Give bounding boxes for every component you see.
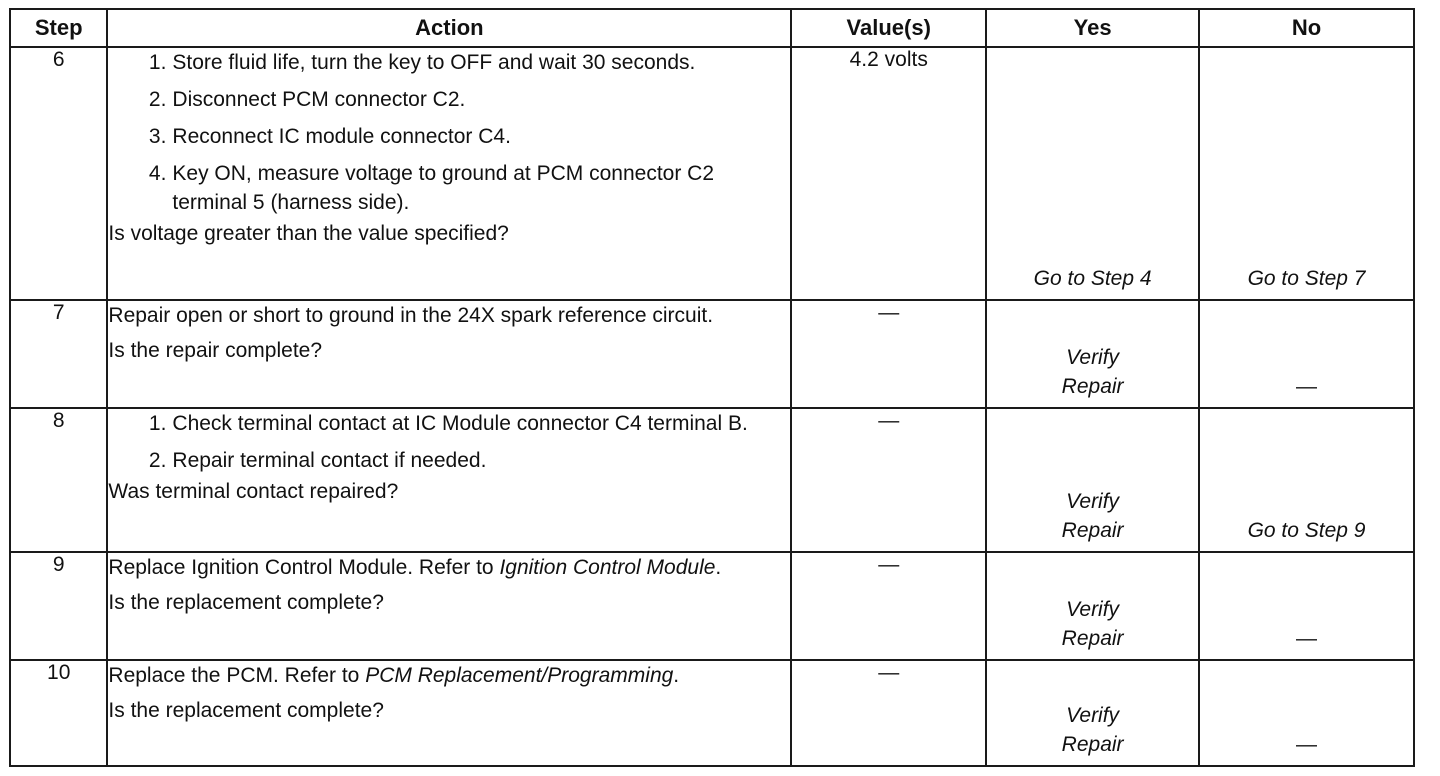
action-item: 3. Reconnect IC module connector C4. — [148, 125, 511, 148]
action-text: Repair open or short to ground in the 24X spark reference circuit. — [108, 304, 714, 327]
action-question: Is the repair complete? — [108, 339, 323, 362]
action-question: Is the replacement complete? — [108, 699, 384, 722]
value-cell: — — [791, 408, 986, 552]
action-cell — [107, 47, 791, 300]
value-cell: — — [791, 660, 986, 766]
yes-result: Verify Repair — [1061, 346, 1124, 398]
action-cell — [107, 300, 791, 408]
value-cell: — — [791, 552, 986, 660]
no-cell — [1199, 660, 1414, 766]
reference-link: Ignition Control Module — [499, 556, 716, 579]
table-row-step-6 — [10, 47, 1414, 300]
step-number: 7 — [10, 300, 107, 408]
action-item: 1. Check terminal contact at IC Module connector C4 terminal B. — [148, 412, 748, 435]
no-cell — [1199, 47, 1414, 300]
action-question: Is voltage greater than the value specified? — [108, 222, 509, 245]
no-result: Go to Step 9 — [1247, 519, 1366, 542]
action-item: 4. Key ON, measure voltage to ground at PCM connector C2 terminal 5 (harness side). — [148, 162, 715, 214]
action-list — [108, 409, 790, 475]
yes-result: Verify Repair — [1061, 598, 1124, 650]
action-cell — [107, 552, 791, 660]
action-item: 2. Repair terminal contact if needed. — [148, 449, 487, 472]
step-number: 10 — [10, 660, 107, 766]
table-row-step-10 — [10, 660, 1414, 766]
action-question: Was terminal contact repaired? — [108, 480, 399, 503]
step-number: 9 — [10, 552, 107, 660]
header-step: Step — [10, 9, 107, 47]
no-cell — [1199, 300, 1414, 408]
value-cell: 4.2 volts — [791, 47, 986, 300]
action-text: Replace the PCM. Refer to PCM Replacement/Programming. — [108, 664, 680, 687]
header-no: No — [1199, 9, 1414, 47]
table-row-step-8 — [10, 408, 1414, 552]
action-item: 1. Store fluid life, turn the key to OFF and wait 30 seconds. — [148, 51, 696, 74]
header-row — [10, 9, 1414, 47]
yes-result: Go to Step 4 — [1033, 267, 1152, 290]
step-number: 6 — [10, 47, 107, 300]
no-result: — — [1296, 375, 1318, 398]
table-row-step-7 — [10, 300, 1414, 408]
yes-cell — [986, 660, 1199, 766]
no-result: — — [1296, 733, 1318, 756]
no-cell — [1199, 552, 1414, 660]
yes-result: Verify Repair — [1061, 704, 1124, 756]
value-cell: — — [791, 300, 986, 408]
action-text: Replace Ignition Control Module. Refer to Ignition Control Module. — [108, 556, 722, 579]
yes-cell — [986, 552, 1199, 660]
action-cell — [107, 408, 791, 552]
no-result: — — [1296, 627, 1318, 650]
yes-cell — [986, 300, 1199, 408]
yes-result: Verify Repair — [1061, 490, 1124, 542]
no-result: Go to Step 7 — [1247, 267, 1366, 290]
yes-cell — [986, 408, 1199, 552]
header-yes: Yes — [986, 9, 1199, 47]
action-cell — [107, 660, 791, 766]
header-action: Action — [107, 9, 791, 47]
yes-cell — [986, 47, 1199, 300]
diagnostic-table — [9, 8, 1415, 767]
header-values: Value(s) — [791, 9, 986, 47]
no-cell — [1199, 408, 1414, 552]
table-row-step-9 — [10, 552, 1414, 660]
action-item: 2. Disconnect PCM connector C2. — [148, 88, 466, 111]
action-list — [108, 48, 790, 217]
action-question: Is the replacement complete? — [108, 591, 384, 614]
reference-link: PCM Replacement/Programming — [365, 664, 674, 687]
step-number: 8 — [10, 408, 107, 552]
